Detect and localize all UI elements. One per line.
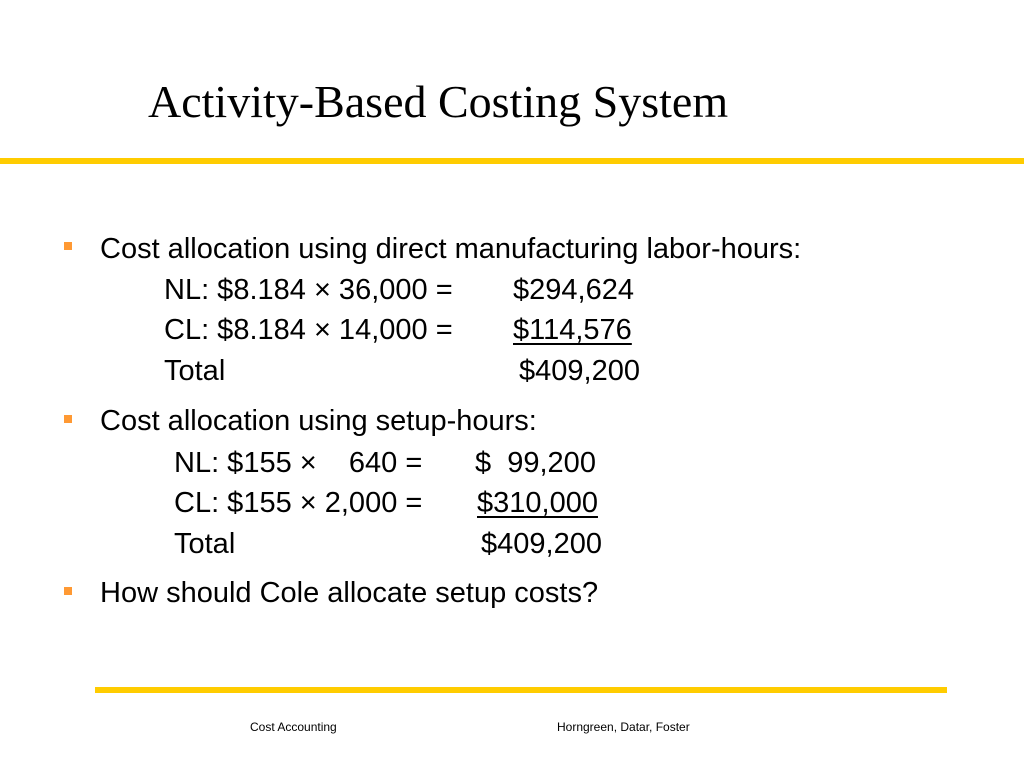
bullet-marker (64, 587, 72, 595)
setup-nl-amount: $ 99,200 (475, 447, 596, 479)
dlh-total-label: Total (164, 355, 226, 387)
footer-course: Cost Accounting (250, 720, 337, 734)
setup-nl-label: NL: $155 × 640 = (174, 447, 431, 479)
bullet-2-text: Cost allocation using setup-hours: (100, 405, 537, 437)
setup-cl-amount: $310,000 (477, 487, 598, 519)
setup-total-amount: $409,200 (481, 528, 602, 560)
setup-cl-label: CL: $155 × 2,000 = (174, 487, 423, 519)
footer-authors: Horngreen, Datar, Foster (557, 720, 690, 734)
bullet-marker (64, 415, 72, 423)
dlh-nl-label: NL: $8.184 × 36,000 = (164, 274, 453, 306)
setup-total-label: Total (174, 528, 236, 560)
bullet-3-text: How should Cole allocate setup costs? (100, 577, 599, 609)
dlh-nl-amount: $294,624 (513, 274, 634, 306)
slide-title: Activity-Based Costing System (148, 76, 729, 127)
footer-divider (95, 687, 947, 693)
title-divider (0, 158, 1024, 164)
dlh-total-amount: $409,200 (519, 355, 640, 387)
dlh-cl-label: CL: $8.184 × 14,000 = (164, 314, 453, 346)
bullet-marker (64, 242, 72, 250)
dlh-cl-amount: $114,576 (513, 314, 632, 346)
bullet-1-text: Cost allocation using direct manufacturing labor-hours: (100, 233, 802, 265)
